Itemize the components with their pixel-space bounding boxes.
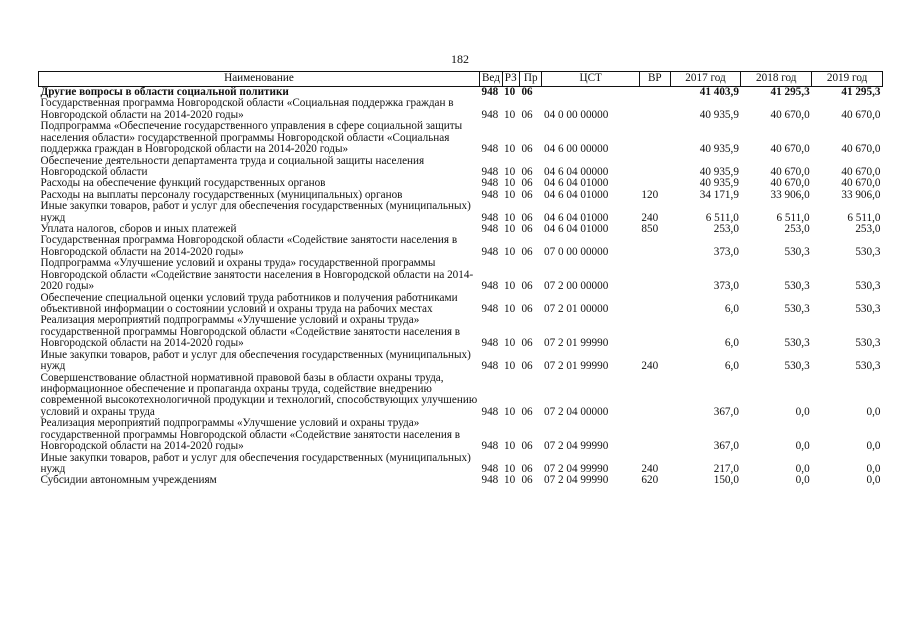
- row-rz: 10: [504, 462, 516, 475]
- row-amount-2019: 41 295,3: [841, 86, 881, 98]
- row-amount-2017: 150,0: [713, 474, 739, 487]
- row-cst: 07 2 00 00000: [543, 280, 609, 293]
- table-row: [39, 293, 883, 316]
- row-amount-2018: 0,0: [795, 440, 810, 453]
- row-vr: [639, 258, 670, 292]
- row-cst: 07 0 00 00000: [543, 245, 609, 258]
- row-vr: 620: [641, 474, 659, 487]
- row-amount-2018: 530,3: [784, 303, 810, 316]
- row-amount-2017: 367,0: [713, 405, 739, 418]
- row-amount-2018: 0,0: [795, 462, 810, 475]
- row-rz: 10: [504, 360, 516, 373]
- row-amount-2019: 0,0: [866, 440, 881, 453]
- row-rz: 10: [504, 143, 516, 156]
- row-amount-2018: 530,3: [784, 337, 810, 350]
- row-name: Подпрограмма «Улучшение условий и охраны труда» государственной программы Новгородской области «Содействие занятости населения в Новгородской области на 2014-2020 годы»: [40, 257, 474, 293]
- row-ved: 948: [481, 165, 499, 178]
- row-pr: 06: [521, 108, 533, 121]
- row-cst: 04 6 04 00000: [543, 165, 609, 178]
- row-amount-2018: 530,3: [784, 280, 810, 293]
- row-rz: 10: [504, 223, 516, 236]
- row-pr: 06: [521, 223, 533, 236]
- row-cst: 07 2 01 99990: [543, 337, 609, 350]
- table-row: [39, 156, 883, 179]
- row-amount-2019: 33 906,0: [841, 188, 881, 201]
- row-vr: 240: [641, 462, 659, 475]
- row-amount-2018: 530,3: [784, 360, 810, 373]
- row-ved: 948: [481, 143, 499, 156]
- row-pr: 06: [521, 86, 533, 98]
- table-row: [39, 350, 883, 373]
- row-amount-2018: 40 670,0: [770, 108, 810, 121]
- row-amount-2018: 40 670,0: [770, 177, 810, 190]
- table-row: [39, 235, 883, 258]
- row-cst: 07 2 04 00000: [543, 405, 609, 418]
- row-vr: [639, 98, 670, 121]
- row-name: Субсидии автономным учреждениям: [40, 474, 217, 487]
- row-rz: 10: [504, 474, 516, 487]
- row-amount-2017: 40 935,9: [699, 165, 739, 178]
- row-vr: 120: [641, 188, 659, 201]
- row-cst: 04 6 04 01000: [543, 177, 609, 190]
- row-amount-2018: 33 906,0: [770, 188, 810, 201]
- row-amount-2018: 0,0: [795, 405, 810, 418]
- row-name: Обеспечение специальной оценки условий труда работников и получения работниками объективной информации о состоянии условий и охраны труда на рабочих местах: [40, 291, 458, 316]
- row-pr: 06: [521, 462, 533, 475]
- row-amount-2017: 253,0: [713, 223, 739, 236]
- row-amount-2019: 6 511,0: [847, 211, 881, 224]
- row-rz: 10: [504, 177, 516, 190]
- row-amount-2018: 40 670,0: [770, 143, 810, 156]
- row-amount-2017: 217,0: [713, 462, 739, 475]
- row-ved: 948: [481, 303, 499, 316]
- row-rz: 10: [504, 108, 516, 121]
- page-number: 182: [451, 52, 469, 66]
- row-amount-2019: 530,3: [855, 303, 881, 316]
- row-ved: 948: [481, 177, 499, 190]
- row-name: Уплата налогов, сборов и иных платежей: [40, 223, 237, 236]
- row-vr: 850: [641, 223, 659, 236]
- table-row: [39, 418, 883, 452]
- row-pr: 06: [521, 280, 533, 293]
- row-amount-2017: 6,0: [724, 337, 739, 350]
- row-amount-2019: 0,0: [866, 462, 881, 475]
- row-name: Расходы на обеспечение функций государственных органов: [40, 177, 326, 190]
- row-rz: 10: [504, 245, 516, 258]
- header-ved: Вед: [479, 72, 502, 87]
- row-ved: 948: [481, 280, 499, 293]
- header-pr: Пр: [519, 72, 542, 87]
- row-rz: 10: [504, 405, 516, 418]
- row-vr: 240: [641, 360, 659, 373]
- row-cst: 04 6 04 01000: [543, 188, 609, 201]
- row-amount-2018: 0,0: [795, 474, 810, 487]
- row-cst: 07 2 04 99990: [543, 474, 609, 487]
- row-name: Государственная программа Новгородской области «Содействие занятости населения в Новгородской области на 2014-2020 годы»: [40, 234, 458, 258]
- table-row: [39, 121, 883, 155]
- table-row: [39, 258, 883, 292]
- row-vr: 240: [641, 211, 659, 224]
- row-amount-2018: 253,0: [784, 223, 810, 236]
- header-2019: 2019 год: [812, 72, 883, 87]
- row-amount-2019: 40 670,0: [841, 108, 881, 121]
- row-cst: 04 6 00 00000: [543, 143, 609, 156]
- row-rz: 10: [504, 440, 516, 453]
- row-vr: [639, 315, 670, 349]
- row-amount-2017: 6,0: [724, 360, 739, 373]
- row-ved: 948: [481, 223, 499, 236]
- row-rz: 10: [504, 188, 516, 201]
- budget-table: [38, 71, 883, 487]
- header-2018: 2018 год: [741, 72, 812, 87]
- row-ved: 948: [481, 108, 499, 121]
- row-rz: 10: [504, 86, 516, 98]
- row-pr: 06: [521, 165, 533, 178]
- row-name: Иные закупки товаров, работ и услуг для обеспечения государственных (муниципальных) нужд: [40, 200, 471, 224]
- row-amount-2017: 373,0: [713, 245, 739, 258]
- header-name: Наименование: [39, 72, 480, 87]
- row-rz: 10: [504, 303, 516, 316]
- row-pr: 06: [521, 188, 533, 201]
- header-rz: РЗ: [502, 72, 519, 87]
- row-amount-2018: 6 511,0: [776, 211, 810, 224]
- row-cst: 07 2 04 99990: [543, 440, 609, 453]
- header-vr: ВР: [639, 72, 670, 87]
- row-ved: 948: [481, 474, 499, 487]
- row-amount-2018: 41 295,3: [770, 86, 810, 98]
- row-amount-2019: 40 670,0: [841, 143, 881, 156]
- row-cst: 07 2 01 99990: [543, 360, 609, 373]
- table-row: [39, 475, 883, 486]
- row-amount-2017: 34 171,9: [699, 188, 739, 201]
- row-amount-2018: 530,3: [784, 245, 810, 258]
- row-ved: 948: [481, 211, 499, 224]
- row-name: Иные закупки товаров, работ и услуг для обеспечения государственных (муниципальных) нужд: [40, 348, 471, 373]
- row-name: Реализация мероприятий подпрограммы «Улучшение условий и охраны труда» государственной программы Новгородской области «Содействие занятости населения в Новгородской области на 2014-2020 годы»: [40, 314, 461, 350]
- row-ved: 948: [481, 86, 499, 98]
- row-amount-2017: 40 935,9: [699, 108, 739, 121]
- row-cst: 07 2 01 00000: [543, 303, 609, 316]
- row-ved: 948: [481, 440, 499, 453]
- row-pr: 06: [521, 303, 533, 316]
- row-pr: 06: [521, 143, 533, 156]
- row-rz: 10: [504, 280, 516, 293]
- row-cst: 07 2 04 99990: [543, 462, 609, 475]
- row-rz: 10: [504, 165, 516, 178]
- row-pr: 06: [521, 337, 533, 350]
- row-vr: [639, 293, 670, 316]
- row-name: Обеспечение деятельности департамента труда и социальной защиты населения Новгородской области: [40, 154, 425, 178]
- table-row: [39, 201, 883, 224]
- row-name: Расходы на выплаты персоналу государственных (муниципальных) органов: [40, 188, 403, 201]
- row-name: Совершенствование областной нормативной правовой базы в области охраны труда, информационное обеспечение и пропаганда охраны труда, содействие внедрению современной высокотехнологичной продукции и технологий, способствующих улучшению условий и охраны труда: [40, 371, 478, 418]
- row-name: Подпрограмма «Обеспечение государственного управления в сфере социальной защиты населения области» государственной программы Новгородской области «Социальная поддержка граждан в Новгородской области на 2014-2020 годы»: [40, 120, 463, 156]
- row-amount-2019: 0,0: [866, 405, 881, 418]
- row-amount-2019: 530,3: [855, 280, 881, 293]
- row-amount-2017: 6 511,0: [705, 211, 739, 224]
- row-vr: [639, 418, 670, 452]
- row-amount-2019: 40 670,0: [841, 177, 881, 190]
- row-pr: 06: [521, 440, 533, 453]
- row-vr: [639, 235, 670, 258]
- row-cst: 04 0 00 00000: [543, 108, 609, 121]
- row-cst: [542, 87, 639, 99]
- row-pr: 06: [521, 177, 533, 190]
- row-ved: 948: [481, 360, 499, 373]
- row-amount-2019: 0,0: [866, 474, 881, 487]
- row-name: Другие вопросы в области социальной политики: [40, 86, 289, 98]
- row-pr: 06: [521, 211, 533, 224]
- row-ved: 948: [481, 188, 499, 201]
- table-row: [39, 98, 883, 121]
- table-row: [39, 453, 883, 476]
- row-vr: [639, 156, 670, 179]
- row-ved: 948: [481, 405, 499, 418]
- row-vr: [639, 373, 670, 419]
- row-amount-2018: 40 670,0: [770, 165, 810, 178]
- row-amount-2017: 6,0: [724, 303, 739, 316]
- row-ved: 948: [481, 245, 499, 258]
- table-row: [39, 315, 883, 349]
- row-amount-2019: 530,3: [855, 360, 881, 373]
- row-amount-2017: 367,0: [713, 440, 739, 453]
- table-header-row: [39, 72, 883, 87]
- header-cst: ЦСТ: [542, 72, 639, 87]
- header-2017: 2017 год: [670, 72, 741, 87]
- row-pr: 06: [521, 405, 533, 418]
- row-vr: [639, 121, 670, 155]
- row-amount-2017: 373,0: [713, 280, 739, 293]
- row-rz: 10: [504, 211, 516, 224]
- row-cst: 04 6 04 01000: [543, 223, 609, 236]
- row-amount-2019: 530,3: [855, 245, 881, 258]
- row-name: Реализация мероприятий подпрограммы «Улучшение условий и охраны труда» государственной программы Новгородской области «Содействие занятости населения в Новгородской области на 2014-2020 годы»: [40, 417, 461, 453]
- row-rz: 10: [504, 337, 516, 350]
- row-name: Государственная программа Новгородской области «Социальная поддержка граждан в Новгородской области на 2014-2020 годы»: [40, 97, 454, 121]
- row-ved: 948: [481, 337, 499, 350]
- row-cst: 04 6 04 01000: [543, 211, 609, 224]
- row-amount-2019: 530,3: [855, 337, 881, 350]
- row-pr: 06: [521, 245, 533, 258]
- row-name: Иные закупки товаров, работ и услуг для обеспечения государственных (муниципальных) нужд: [40, 451, 471, 475]
- row-vr: [639, 87, 670, 99]
- row-pr: 06: [521, 474, 533, 487]
- row-amount-2019: 40 670,0: [841, 165, 881, 178]
- row-amount-2019: 253,0: [855, 223, 881, 236]
- row-amount-2017: 41 403,9: [699, 86, 739, 98]
- row-amount-2017: 40 935,9: [699, 143, 739, 156]
- row-amount-2017: 40 935,9: [699, 177, 739, 190]
- row-ved: 948: [481, 462, 499, 475]
- table-row: [39, 373, 883, 419]
- row-pr: 06: [521, 360, 533, 373]
